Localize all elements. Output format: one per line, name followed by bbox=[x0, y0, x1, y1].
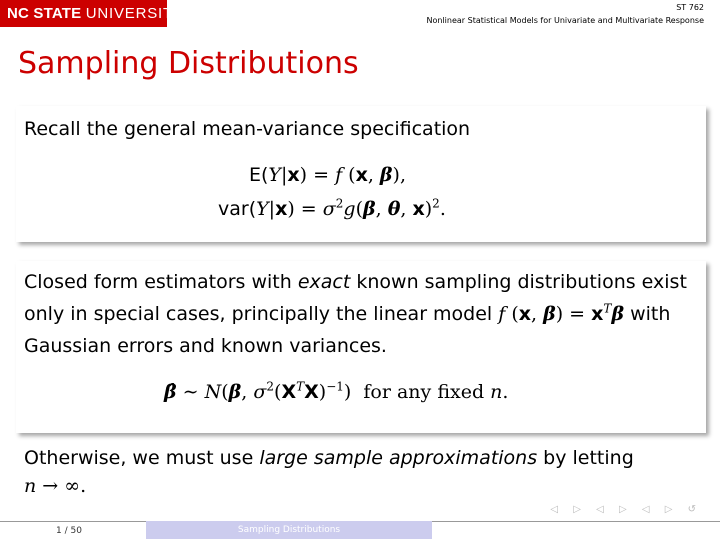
otherwise-line-1: Otherwise, we must use large sample approximations by letting bbox=[24, 447, 634, 469]
university-logo: NC STATE UNIVERSITY bbox=[0, 0, 167, 27]
closed-form-line-1: Closed form estimators with exact known sampling distributions exist bbox=[24, 271, 687, 293]
otherwise-block bbox=[16, 441, 706, 501]
mean-variance-block bbox=[16, 106, 706, 242]
footer bbox=[0, 521, 720, 541]
page-title: Sampling Distributions bbox=[18, 46, 359, 81]
closed-form-line-3: Gaussian errors and known variances. bbox=[24, 335, 387, 357]
variance-equation: $var(Y|x) = \sigma^2g(\beta$, θ, x)$^2$. bbox=[218, 196, 446, 220]
sampling-distribution-equation: β̂ ∼ N(β, $\sigma^2(X^TX)^{-1}$) for any fixed n. bbox=[164, 379, 509, 403]
intro-text: Recall the general mean-variance specification bbox=[24, 118, 471, 140]
mean-equation: E(Y|x) = f (x, β), bbox=[249, 164, 406, 186]
course-code: ST 762 bbox=[676, 3, 704, 12]
closed-form-line-2: only in special cases, principally the linear model f (x, $\beta) = x^T\beta$ with bbox=[24, 301, 671, 325]
n-to-infinity: n → ∞. bbox=[24, 475, 87, 497]
closed-form-block bbox=[16, 261, 706, 433]
footer-section: Sampling Distributions bbox=[146, 521, 432, 539]
beamer-nav-icons[interactable]: ◁ ▷ ◁ ▷ ◁ ▷ ↺ bbox=[550, 504, 702, 515]
page-number: 1 / 50 bbox=[56, 526, 82, 536]
course-title: Nonlinear Statistical Models for Univariate and Multivariate Response bbox=[426, 16, 704, 25]
